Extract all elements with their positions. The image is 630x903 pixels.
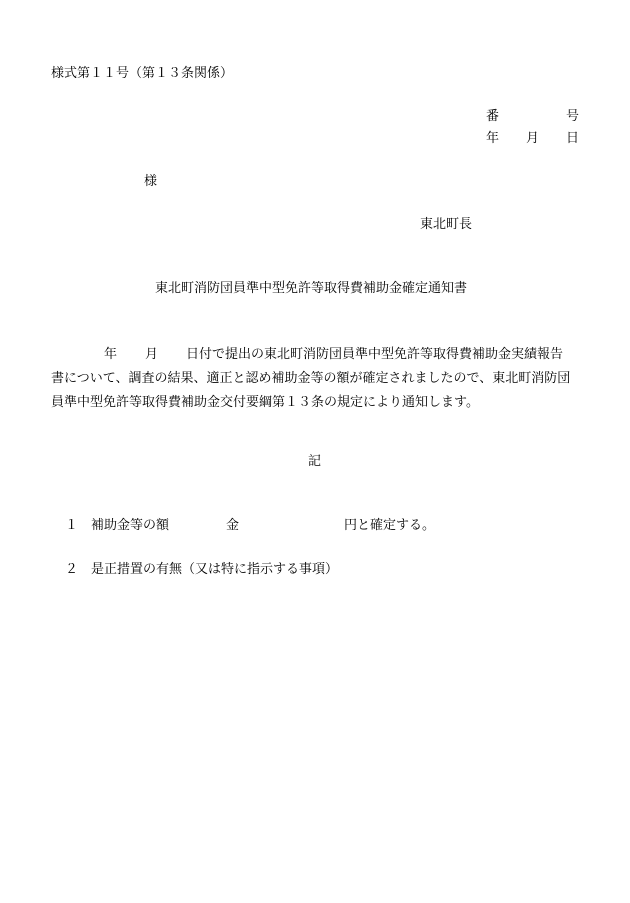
- item-1-number: １: [65, 518, 79, 533]
- number-go: 号: [566, 109, 580, 124]
- sender-name: 東北町長: [420, 217, 473, 232]
- item-1-kin: 金: [226, 518, 240, 533]
- recipient-suffix: 様: [144, 174, 158, 189]
- body-line1-rest: 日付で提出の東北町消防団員準中型免許等取得費補助金実績報告: [186, 347, 564, 362]
- body-line3: 員準中型免許等取得費補助金交付要綱第１３条の規定により通知します。: [51, 395, 479, 410]
- document-title: 東北町消防団員準中型免許等取得費補助金確定通知書: [155, 281, 468, 296]
- ki-heading: 記: [308, 454, 322, 469]
- number-ban: 番: [486, 109, 500, 124]
- date-year: 年: [486, 131, 500, 146]
- item-2-label: 是正措置の有無（又は特に指示する事項）: [91, 562, 339, 577]
- item-2-number: ２: [65, 562, 79, 577]
- body-month: 月: [145, 347, 159, 362]
- body-year: 年: [104, 347, 118, 362]
- date-month: 月: [526, 131, 540, 146]
- item-1-label: 補助金等の額: [91, 518, 170, 533]
- date-day: 日: [566, 131, 580, 146]
- form-label: 様式第１１号（第１３条関係）: [51, 66, 234, 81]
- body-line2: 書について、調査の結果、適正と認め補助金等の額が確定されましたので、東北町消防団: [51, 371, 571, 386]
- item-1-tail: 円と確定する。: [344, 518, 436, 533]
